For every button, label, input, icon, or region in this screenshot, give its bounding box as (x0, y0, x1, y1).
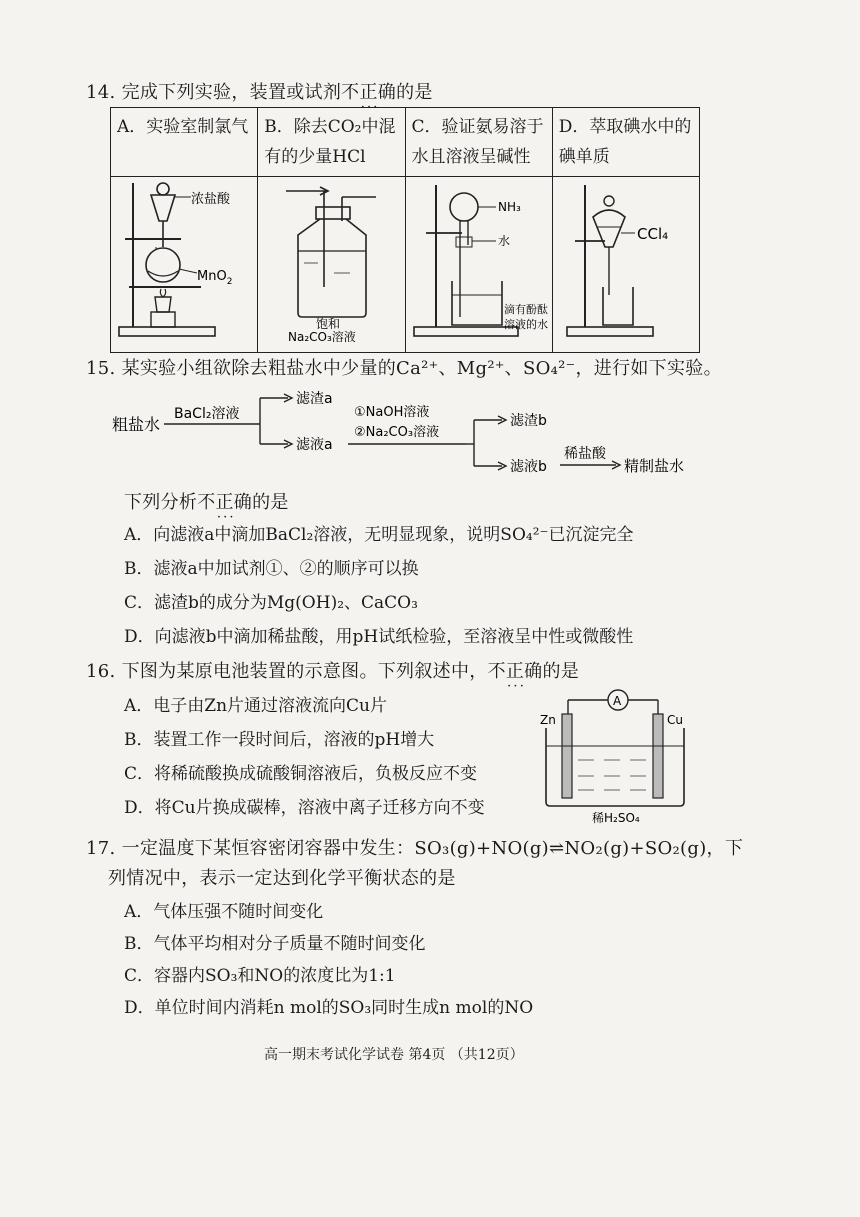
zn-electrode (562, 714, 572, 798)
flow-crude-brine: 粗盐水 (112, 415, 161, 434)
page-footer: 高一期末考试化学试卷 第4页 （共12页） (264, 1047, 524, 1063)
zn-label: Zn (540, 713, 556, 727)
q15-sub-stem: 下列分析不正确 · · ·的是 (124, 488, 289, 514)
flow-reagent-hcl: 稀盐酸 (564, 446, 606, 462)
flow-filtrate-a: 滤液a (296, 437, 333, 453)
q16-stem: 16. 下图为某原电池装置的示意图。下列叙述中，不正确 · · ·的是 (86, 657, 579, 683)
q15-option-c: C．滤渣b的成分为Mg(OH)₂、CaCO₃ (124, 593, 418, 613)
q14-option-b: B．除去CO₂中混有的少量HCl (258, 108, 405, 177)
electrolyte-label: 稀H₂SO₄ (592, 811, 640, 824)
q14-figure-d (552, 177, 699, 353)
cu-electrode (653, 714, 663, 798)
q14-option-d: D．萃取碘水中的碘单质 (552, 108, 699, 177)
label-water-solution: 溶液的水 (503, 318, 548, 331)
label-nh3: NH₃ (497, 200, 521, 214)
q16-option-c: C．将稀硫酸换成硫酸铜溶液后，负极反应不变 (124, 764, 478, 784)
q14-stem: 14. 完成下列实验，装置或试剂不正确 · · ·的是 (86, 78, 433, 104)
q15-option-b: B．滤液a中加试剂①、②的顺序可以换 (124, 559, 419, 579)
q15-flowchart (108, 386, 728, 478)
flow-residue-b: 滤渣b (510, 413, 547, 429)
q14-option-a: A．实验室制氯气 (111, 108, 258, 177)
q16-option-d: D．将Cu片换成碳棒，溶液中离子迁移方向不变 (124, 798, 485, 818)
fountain-experiment-figure (406, 177, 552, 342)
label-saturated: 饱和 (316, 317, 341, 331)
q15-option-d: D．向滤液b中滴加稀盐酸，用pH试纸检验，至溶液呈中性或微酸性 (124, 627, 634, 647)
q17-stem-line2: 列情况中，表示一定达到化学平衡状态的是 (108, 868, 456, 889)
q17-option-a: A．气体压强不随时间变化 (124, 902, 324, 922)
label-water: 水 (497, 234, 510, 248)
flow-filtrate-b: 滤液b (510, 459, 547, 475)
ammeter-label: A (613, 694, 622, 708)
chlorine-apparatus-figure (111, 177, 257, 342)
flow-refined-brine: 精制盐水 (624, 457, 685, 475)
q14-figure-a (111, 177, 258, 353)
q15-option-a: A．向滤液a中滴加BaCl₂溶液，无明显现象，说明SO₄²⁻已沉淀完全 (124, 525, 634, 545)
label-mno2: MnO$_2$ (197, 269, 233, 287)
q17-stem-line1: 17. 一定温度下某恒容密闭容器中发生：SO₃(g)+NO(g)⇌NO₂(g)+SO₂(g)，下 (86, 838, 744, 859)
wash-bottle-figure (258, 177, 404, 342)
q14-option-c: C．验证氨易溶于水且溶液呈碱性 (405, 108, 552, 177)
galvanic-cell-figure (534, 684, 704, 824)
flow-reagent-bacl2: BaCl₂溶液 (174, 406, 240, 422)
label-phenolphthalein: 滴有酚酞 (503, 303, 548, 316)
q17-option-c: C．容器内SO₃和NO的浓度比为1:1 (124, 966, 396, 986)
q16-option-a: A．电子由Zn片通过溶液流向Cu片 (124, 696, 387, 716)
q14-figure-b (258, 177, 405, 353)
flow-residue-a: 滤渣a (296, 391, 333, 407)
q16-option-b: B．装置工作一段时间后，溶液的pH增大 (124, 730, 435, 750)
q14-figure-c (405, 177, 552, 353)
separatory-funnel-figure (553, 177, 699, 342)
q17-option-b: B．气体平均相对分子质量不随时间变化 (124, 934, 426, 954)
cu-label: Cu (667, 713, 683, 727)
flow-reagent-naoh: ①NaOH溶液 (354, 405, 430, 420)
label-conc-hcl: 浓盐酸 (191, 192, 231, 207)
q17-option-d: D．单位时间内消耗n mol的SO₃同时生成n mol的NO (124, 998, 534, 1018)
flow-reagent-na2co3: ②Na₂CO₃溶液 (354, 425, 440, 440)
q15-stem: 15. 某实验小组欲除去粗盐水中少量的Ca²⁺、Mg²⁺、SO₄²⁻，进行如下实验。 (86, 358, 722, 379)
label-na2co3-solution: Na₂CO₃溶液 (288, 330, 357, 342)
label-ccl4: CCl₄ (636, 225, 668, 243)
q14-table (110, 107, 700, 353)
